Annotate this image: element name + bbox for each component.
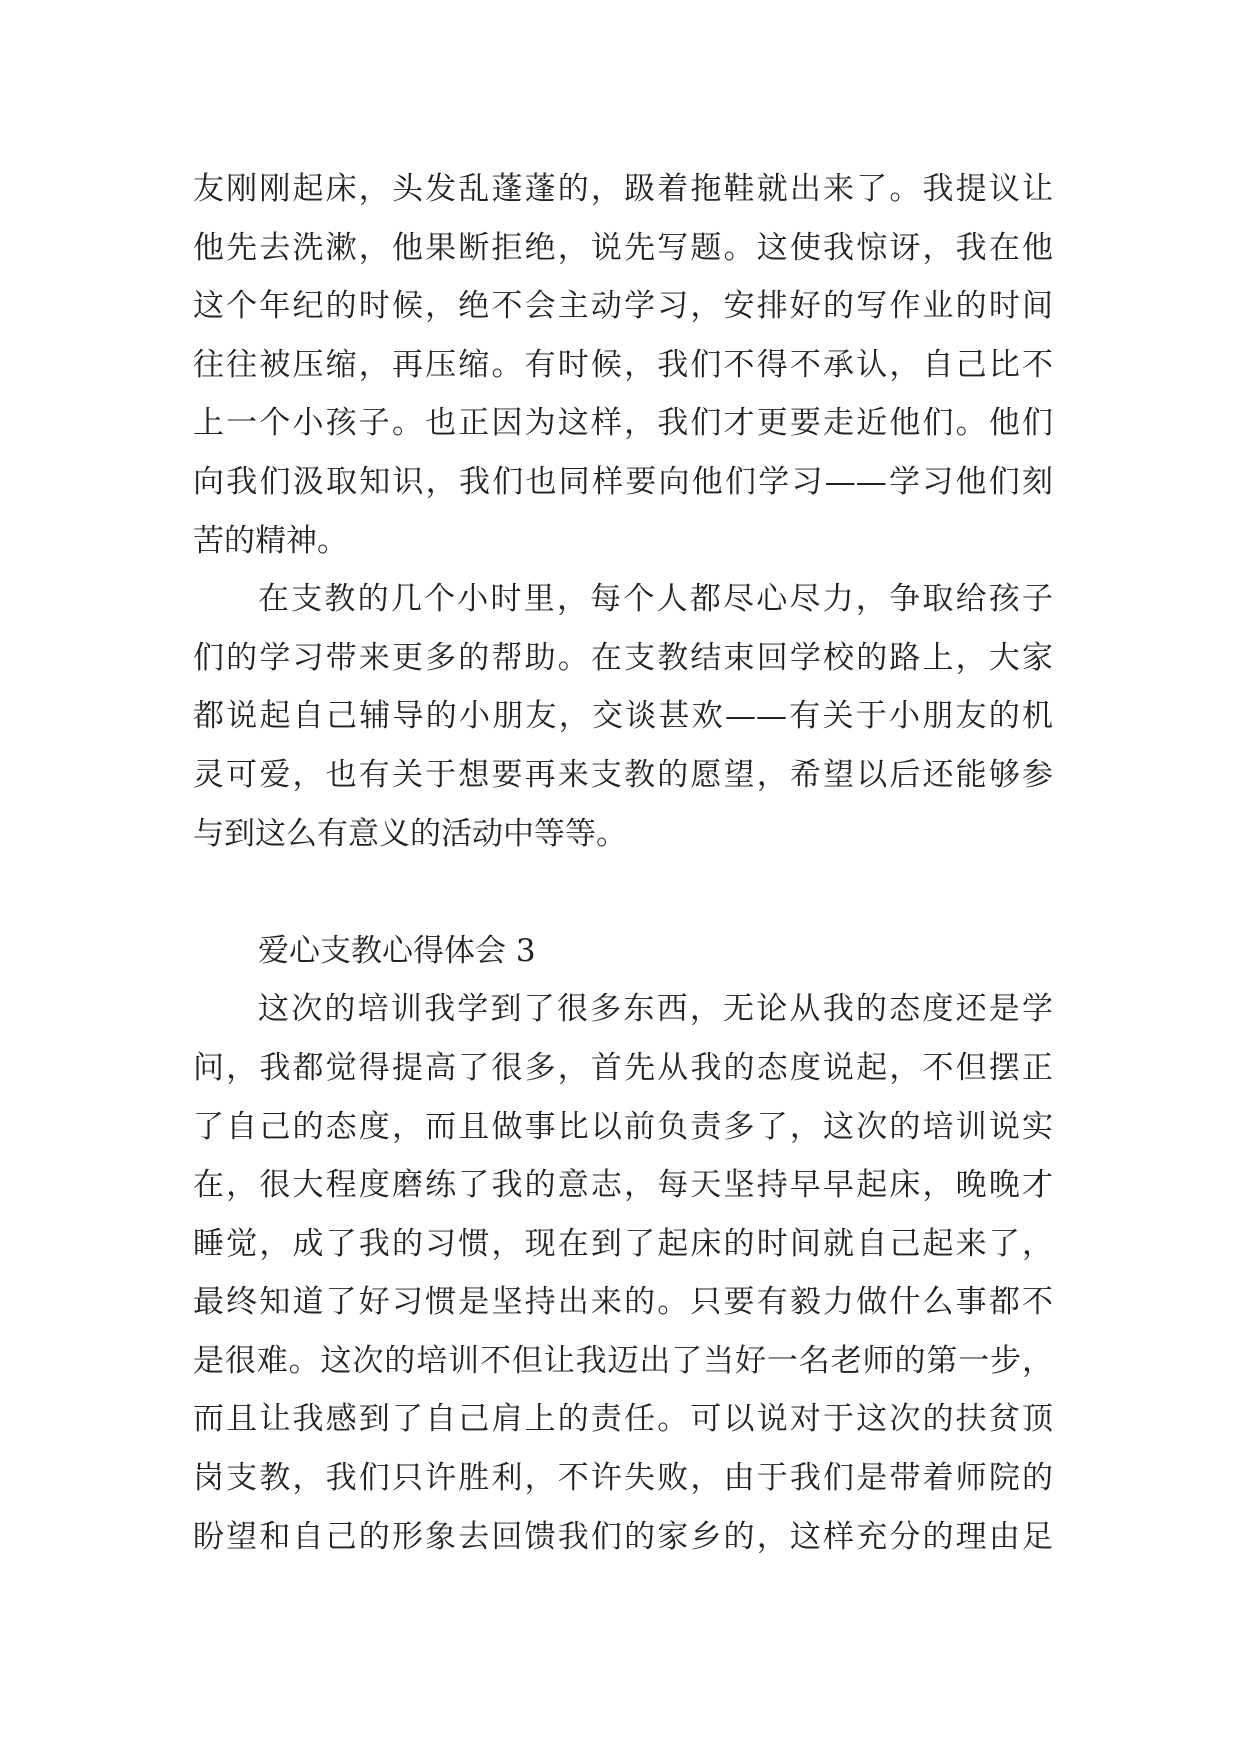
- text-line: 向我们汲取知识，我们也同样要向他们学习——学习他们刻: [193, 463, 1053, 500]
- text-line: 盼望和自己的形象去回馈我们的家乡的，这样充分的理由足: [193, 1518, 1053, 1555]
- text-line: 上一个小孩子。也正因为这样，我们才更要走近他们。他们: [193, 405, 1053, 442]
- text-line: 往往被压缩，再压缩。有时候，我们不得不承认，自己比不: [193, 346, 1053, 383]
- text-line: 灵可爱，也有关于想要再来支教的愿望，希望以后还能够参: [193, 756, 1053, 793]
- text-line: 在，很大程度磨练了我的意志，每天坚持早早起床，晚晚才: [193, 1167, 1053, 1204]
- document-body: [193, 160, 1053, 1566]
- text-line: 都说起自己辅导的小朋友，交谈甚欢——有关于小朋友的机: [193, 698, 1053, 735]
- text-line: 最终知道了好习惯是坚持出来的。只要有毅力做什么事都不: [193, 1284, 1053, 1321]
- text-line: 问，我都觉得提高了很多，首先从我的态度说起，不但摆正: [193, 1049, 1053, 1086]
- paragraph-3: [193, 980, 1053, 1566]
- text-line: 这次的培训我学到了很多东西，无论从我的态度还是学: [258, 991, 1053, 1028]
- paragraph-1: [193, 160, 1053, 570]
- text-line: 是很难。这次的培训不但让我迈出了当好一名老师的第一步，: [193, 1342, 1053, 1379]
- paragraph-2: [193, 570, 1053, 863]
- text-line: 睡觉，成了我的习惯，现在到了起床的时间就自己起来了，: [193, 1225, 1053, 1262]
- text-line: 友刚刚起床，头发乱蓬蓬的，趿着拖鞋就出来了。我提议让: [193, 171, 1053, 207]
- text-line: 这个年纪的时候，绝不会主动学习，安排好的写作业的时间: [193, 288, 1053, 325]
- text-line: 岗支教，我们只许胜利，不许失败，由于我们是带着师院的: [193, 1460, 1053, 1497]
- text-line: 在支教的几个小时里，每个人都尽心尽力，争取给孩子: [258, 581, 1053, 618]
- text-line: 他先去洗漱，他果断拒绝，说先写题。这使我惊讶，我在他: [193, 229, 1053, 266]
- text-line: 苦的精神。: [193, 522, 348, 559]
- blank-line: [193, 863, 1053, 922]
- text-line: 与到这么有意义的活动中等等。: [193, 815, 627, 852]
- section-heading: 爱心支教心得体会 3: [258, 932, 536, 969]
- text-line: 而且让我感到了自己肩上的责任。可以说对于这次的扶贫顶: [193, 1401, 1053, 1438]
- text-line: 了自己的态度，而且做事比以前负责多了，这次的培训说实: [193, 1108, 1053, 1145]
- text-line: 们的学习带来更多的帮助。在支教结束回学校的路上，大家: [193, 639, 1053, 676]
